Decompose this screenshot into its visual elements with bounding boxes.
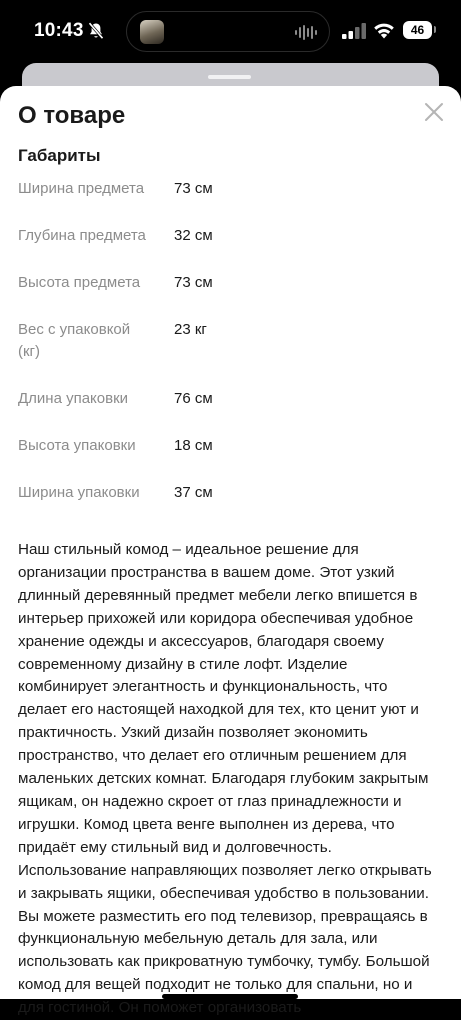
spec-value: 23 кг [174,321,207,338]
section-title-dimensions: Габариты [18,146,101,165]
bell-off-icon [88,22,104,40]
spec-label: Ширина предмета [18,180,145,197]
spec-label: Длина упаковки [18,390,129,407]
spec-value: 32 см [174,227,213,244]
now-playing-artwork [140,20,164,44]
spec-label: Высота предмета [18,274,141,291]
spec-value: 73 см [174,274,213,291]
sheet-title: О товаре [18,102,126,129]
close-icon[interactable] [423,101,445,123]
status-bar [0,0,461,62]
home-indicator[interactable] [162,994,298,999]
product-info-sheet [0,86,461,1017]
sheet-grabber[interactable] [208,75,251,79]
status-time: 10:43 [34,20,84,41]
spec-value: 18 см [174,437,213,454]
product-description: Наш стильный комод – идеальное решение для организации пространства в вашем доме. Этот узкий длинный деревянный предмет мебели легко впишется в интерьер прихожей или коридора обеспечивая удобное хранение одежды и аксессуаров, благодаря своему современному дизайну в стиле лофт. Изделие комбинирует элегантность и функциональность, что делает его настоящей находкой для тех, кто ценит уют и практичность. Узкий дизайн позволяет экономить пространство, что делает его отличным решением для маленьких детских комнат. Благодаря глубоким закрытым ящикам, он надежно скроет от глаз принадлежности и игрушки. Комод цвета венге выполнен из дерева, что придаёт ему стильный вид и долговечность. Использование направляющих позволяет легко открывать и закрывать ящики, обеспечивая удобство в пользовании. Вы можете разместить его под телевизор, превращаясь в функциональную мебельную деталь для зала, или использовать как прикроватную тумбочку, тумбу. Большой комод для вещей подходит не только для спальни, но и для гостиной. Он поможет организовать [18,541,432,1017]
battery-tip [434,26,436,33]
spec-value: 76 см [174,390,213,407]
spec-label: Высота упаковки [18,437,136,454]
wifi-icon [373,21,395,39]
dynamic-island[interactable] [126,11,330,52]
audio-waveform-icon [295,25,317,40]
battery-indicator: 46 [403,21,432,39]
spec-label: Вес с упаковкой (кг) [18,321,131,360]
spec-value: 37 см [174,484,213,501]
spec-label: Ширина упаковки [18,484,140,501]
spec-label: Глубина предмета [18,227,146,244]
spec-value: 73 см [174,180,213,197]
cellular-signal-icon [342,23,367,39]
